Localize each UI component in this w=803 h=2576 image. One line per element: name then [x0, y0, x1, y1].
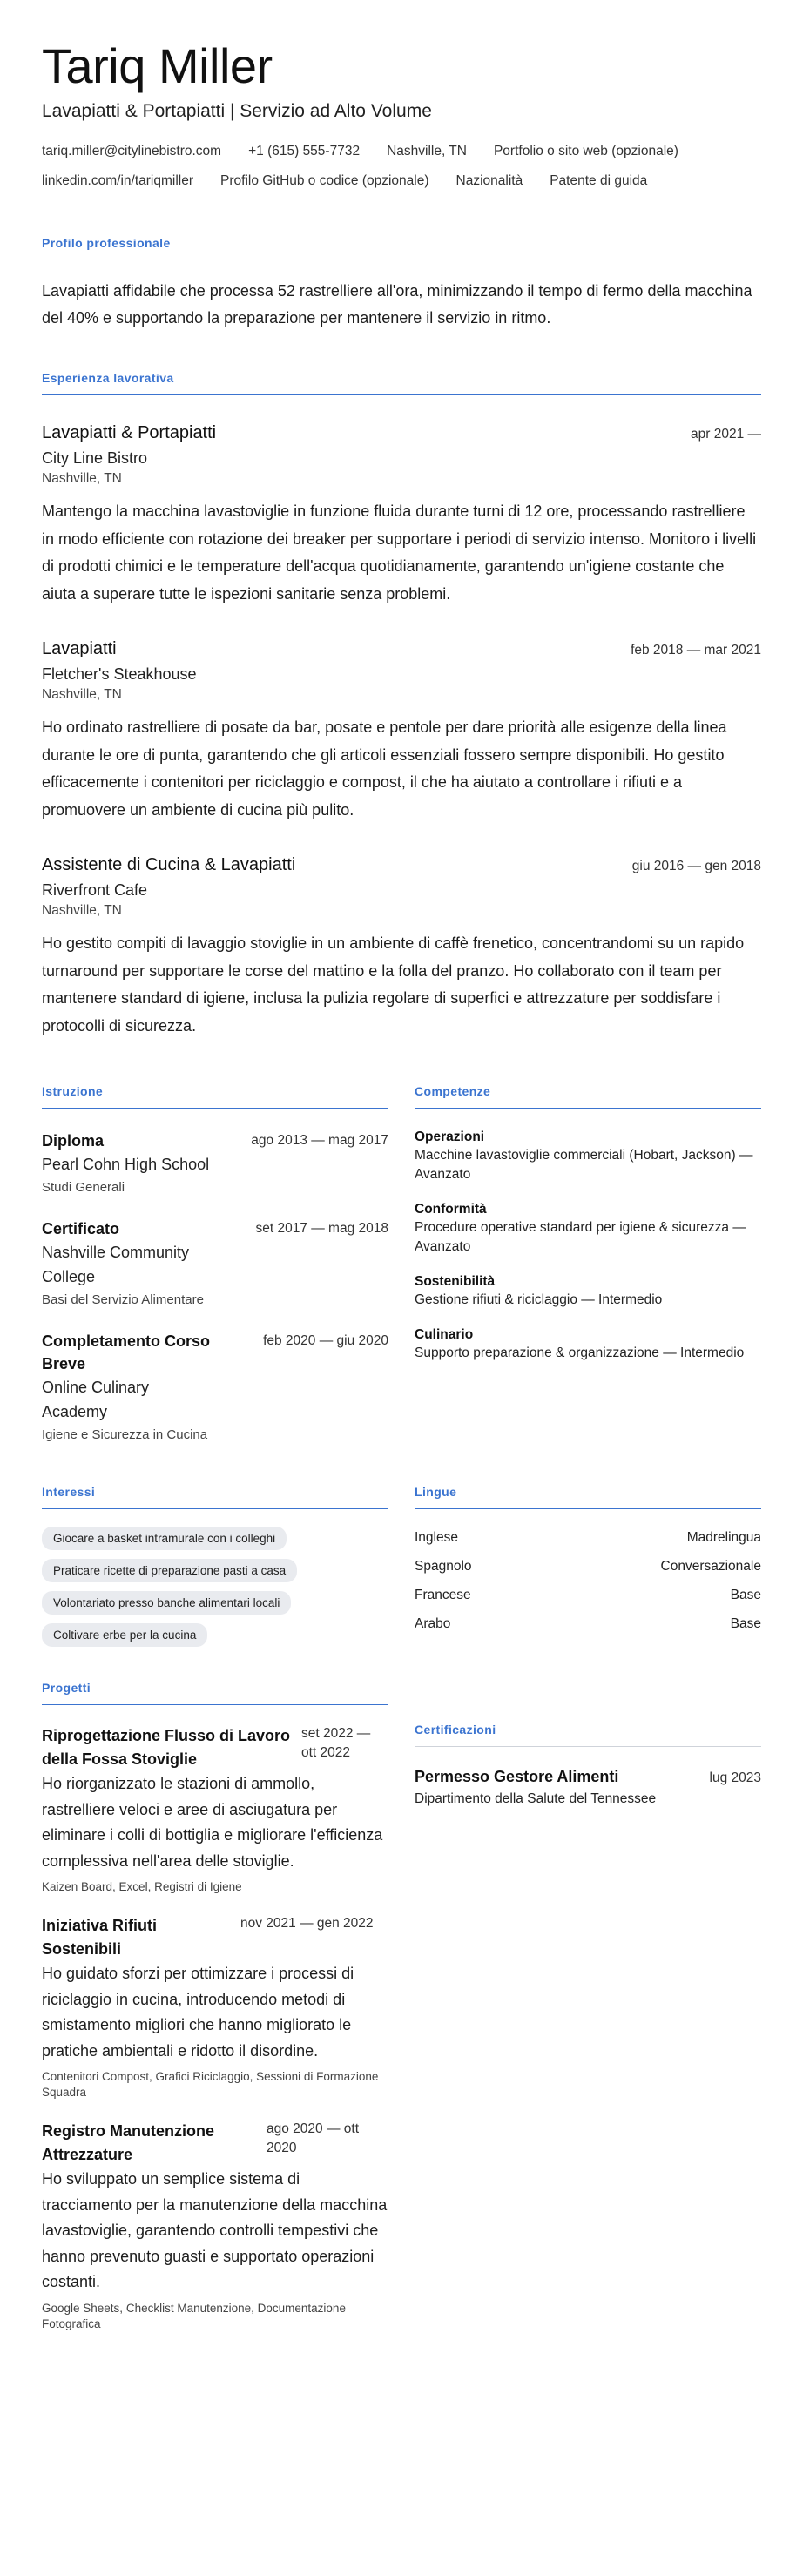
- language-level: Conversazionale: [660, 1559, 761, 1574]
- language-row: [415, 1586, 761, 1604]
- section-divider: [42, 1508, 388, 1509]
- education-school: Nashville Community College: [42, 1244, 190, 1285]
- job-description: Ho ordinato rastrelliere di posate da bar, posate e pentole per dare priorità alle esigenze della linea durante le ore di punta, garantendo che gli articoli essenziali fossero sempre disponibili. Ho gestito efficacemente i contenitori per riciclaggio e compost, il che ha aiutato a controllare i rifiuti e a promuovere un ambiente di cucina più pulito.: [42, 718, 727, 819]
- job-date: apr 2021 —: [691, 427, 761, 442]
- education-skills-row: [42, 1083, 761, 1444]
- language-level: Base: [730, 1588, 761, 1602]
- language-row: [415, 1528, 761, 1547]
- summary-section: [42, 235, 761, 332]
- contact-location: Nashville, TN: [387, 144, 467, 158]
- section-title-certifications: Certificazioni: [415, 1723, 496, 1736]
- certification-date: lug 2023: [709, 1770, 761, 1785]
- contact-list: [42, 143, 761, 190]
- project-title: Registro Manutenzione Attrezzature: [42, 2122, 215, 2163]
- interest-tag: Praticare ricette di preparazione pasti a casa: [42, 1559, 297, 1582]
- contact-phone[interactable]: +1 (615) 555-7732: [248, 144, 361, 158]
- skill-value: Procedure operative standard per igiene & sicurezza — Avanzato: [415, 1220, 746, 1254]
- education-degree: Diploma: [42, 1132, 105, 1150]
- section-divider: [415, 1746, 761, 1747]
- skill-category: Sostenibilità: [415, 1274, 496, 1289]
- job-description: Ho gestito compiti di lavaggio stoviglie in un ambiente di caffè frenetico, concentrandomi su un rapido turnaround per supportare le corse del mattino e la folla del pranzo. Ho collaborato con il team per mantenere standard di igiene, inclusa la pulizia regolare di superfici e attrezzature per soddisfare i protocolli di sicurezza.: [42, 934, 745, 1035]
- section-divider: [42, 1108, 388, 1109]
- job-location: Nashville, TN: [42, 471, 122, 486]
- project-tools: Contenitori Compost, Grafici Riciclaggio, Sessioni di Formazione Squadra: [42, 2070, 379, 2099]
- contact-nationality: Nazionalità: [455, 173, 523, 188]
- skill-entry: [415, 1325, 761, 1363]
- job-company: Fletcher's Steakhouse: [42, 665, 197, 683]
- project-date: nov 2021 — gen 2022: [240, 1916, 374, 1931]
- job-title: Lavapiatti: [42, 639, 117, 658]
- job-description: Mantengo la macchina lavastoviglie in funzione fluida durante turni di 12 ore, processando rastrelliere in modo efficiente con rotazione dei breaker per supportare i periodi di servizio intenso. Monitoro i livelli di prodotti chimici e le temperature dell'acqua quotidianamente, garantendo un'igiene costante che aiuta a superare tutte le ispezioni sanitarie senza problemi.: [42, 502, 757, 603]
- education-school: Online Culinary Academy: [42, 1379, 150, 1420]
- project-tools: Kaizen Board, Excel, Registri di Igiene: [42, 1880, 242, 1893]
- language-row: [415, 1615, 761, 1633]
- skills-list: [415, 1128, 761, 1363]
- education-section: [42, 1083, 388, 1444]
- project-title: Iniziativa Rifiuti Sostenibili: [42, 1917, 158, 1958]
- education-school: Pearl Cohn High School: [42, 1156, 210, 1173]
- project-entry: [42, 1914, 388, 2101]
- interests-section: [42, 1484, 388, 1647]
- languages-section: [415, 1484, 761, 1647]
- interests-languages-row: [42, 1484, 761, 1647]
- project-entry: [42, 2120, 388, 2332]
- education-entry: [42, 1217, 388, 1309]
- section-title-summary: Profilo professionale: [42, 236, 171, 250]
- job-company: Riverfront Cafe: [42, 881, 148, 899]
- job-company: City Line Bistro: [42, 449, 148, 467]
- experience-section: [42, 370, 761, 1040]
- language-name: Inglese: [415, 1530, 458, 1545]
- skills-section: [415, 1083, 761, 1444]
- job-date: giu 2016 — gen 2018: [631, 859, 761, 873]
- contact-email[interactable]: tariq.miller@citylinebistro.com: [42, 144, 222, 158]
- interest-tags: [42, 1527, 388, 1647]
- section-divider: [415, 1508, 761, 1509]
- education-entry: [42, 1130, 388, 1197]
- education-date: feb 2020 — giu 2020: [263, 1333, 388, 1348]
- education-date: set 2017 — mag 2018: [255, 1221, 388, 1236]
- job-location: Nashville, TN: [42, 903, 122, 918]
- job-title: Lavapiatti & Portapiatti: [42, 423, 217, 442]
- project-date: ago 2020 — ott 2020: [267, 2121, 359, 2155]
- section-title-interests: Interessi: [42, 1485, 96, 1499]
- section-title-languages: Lingue: [415, 1485, 457, 1499]
- education-date: ago 2013 — mag 2017: [251, 1133, 388, 1148]
- education-degree: Completamento Corso Breve: [42, 1332, 211, 1372]
- language-level: Madrelingua: [686, 1530, 761, 1545]
- project-tools: Google Sheets, Checklist Manutenzione, Documentazione Fotografica: [42, 2301, 346, 2330]
- job-date: feb 2018 — mar 2021: [631, 643, 761, 657]
- job-location: Nashville, TN: [42, 687, 122, 702]
- job-title: Assistente di Cucina & Lavapiatti: [42, 855, 296, 874]
- skill-value: Supporto preparazione & organizzazione — Intermedio: [415, 1345, 745, 1360]
- section-divider: [42, 1704, 388, 1705]
- candidate-name: Tariq Miller: [42, 38, 273, 93]
- project-description: Ho sviluppato un semplice sistema di tracciamento per la manutenzione della macchina lavastoviglie, garantendo controlli tempestivi che hanno prevenuto guasti e supportato operazioni costanti.: [42, 2170, 388, 2290]
- skill-value: Gestione rifiuti & riciclaggio — Intermedio: [415, 1292, 663, 1307]
- education-degree: Certificato: [42, 1220, 120, 1237]
- section-title-education: Istruzione: [42, 1084, 104, 1098]
- certification-name: Permesso Gestore Alimenti: [415, 1768, 619, 1785]
- projects-certifications-row: [42, 1680, 761, 2332]
- language-row: [415, 1557, 761, 1575]
- job-entry: [42, 637, 761, 824]
- project-date: set 2022 — ott 2022: [301, 1726, 371, 1760]
- certification-entry: [415, 1766, 761, 1808]
- project-description: Ho guidato sforzi per ottimizzare i processi di riciclaggio in cucina, introducendo metodi di smistamento migliori che hanno migliorato le pratiche ambientali e ridotto il disordine.: [42, 1965, 354, 2060]
- language-name: Spagnolo: [415, 1559, 472, 1574]
- project-entry: [42, 1724, 388, 1895]
- section-divider: [42, 394, 761, 395]
- interest-tag: Coltivare erbe per la cucina: [42, 1623, 207, 1647]
- resume-header: [42, 38, 761, 190]
- education-field: Igiene e Sicurezza in Cucina: [42, 1427, 208, 1442]
- interest-tag: Giocare a basket intramurale con i colleghi: [42, 1527, 287, 1550]
- education-field: Studi Generali: [42, 1180, 125, 1195]
- summary-text: Lavapiatti affidabile che processa 52 rastrelliere all'ora, minimizzando il tempo di fermo della macchina del 40% e supportando la preparazione per mantenere il servizio in ritmo.: [42, 282, 752, 327]
- language-name: Arabo: [415, 1616, 451, 1631]
- contact-portfolio[interactable]: Portfolio o sito web (opzionale): [493, 144, 678, 158]
- contact-github[interactable]: Profilo GitHub o codice (opzionale): [220, 173, 429, 188]
- language-name: Francese: [415, 1588, 471, 1602]
- skill-entry: [415, 1272, 761, 1310]
- job-entry: [42, 421, 761, 608]
- contact-linkedin[interactable]: linkedin.com/in/tariqmiller: [42, 173, 194, 188]
- projects-section: [42, 1680, 388, 2332]
- language-level: Base: [730, 1616, 761, 1631]
- language-list: [415, 1528, 761, 1633]
- certification-issuer: Dipartimento della Salute del Tennessee: [415, 1791, 657, 1806]
- contact-driving-license: Patente di guida: [550, 173, 648, 188]
- certifications-section: [415, 1680, 761, 2332]
- project-description: Ho riorganizzato le stazioni di ammollo, rastrelliere veloci e aree di asciugatura per eliminare i colli di bottiglia e migliorare l'efficienza complessiva nell'area delle stoviglie.: [42, 1775, 383, 1870]
- candidate-headline: Lavapiatti & Portapiatti | Servizio ad Alto Volume: [42, 101, 432, 121]
- skill-entry: [415, 1128, 761, 1184]
- skill-value: Macchine lavastoviglie commerciali (Hobart, Jackson) — Avanzato: [415, 1148, 753, 1182]
- section-title-skills: Competenze: [415, 1084, 491, 1098]
- education-entry: [42, 1330, 388, 1444]
- skill-category: Conformità: [415, 1202, 487, 1217]
- section-divider: [415, 1108, 761, 1109]
- interest-tag: Volontariato presso banche alimentari locali: [42, 1591, 291, 1615]
- skill-entry: [415, 1200, 761, 1257]
- skill-category: Operazioni: [415, 1130, 485, 1144]
- section-title-projects: Progetti: [42, 1681, 91, 1695]
- skill-category: Culinario: [415, 1327, 474, 1342]
- job-entry: [42, 853, 761, 1040]
- education-field: Basi del Servizio Alimentare: [42, 1292, 204, 1307]
- section-title-experience: Esperienza lavorativa: [42, 371, 174, 385]
- project-title: Riprogettazione Flusso di Lavoro della Fossa Stoviglie: [42, 1727, 291, 1768]
